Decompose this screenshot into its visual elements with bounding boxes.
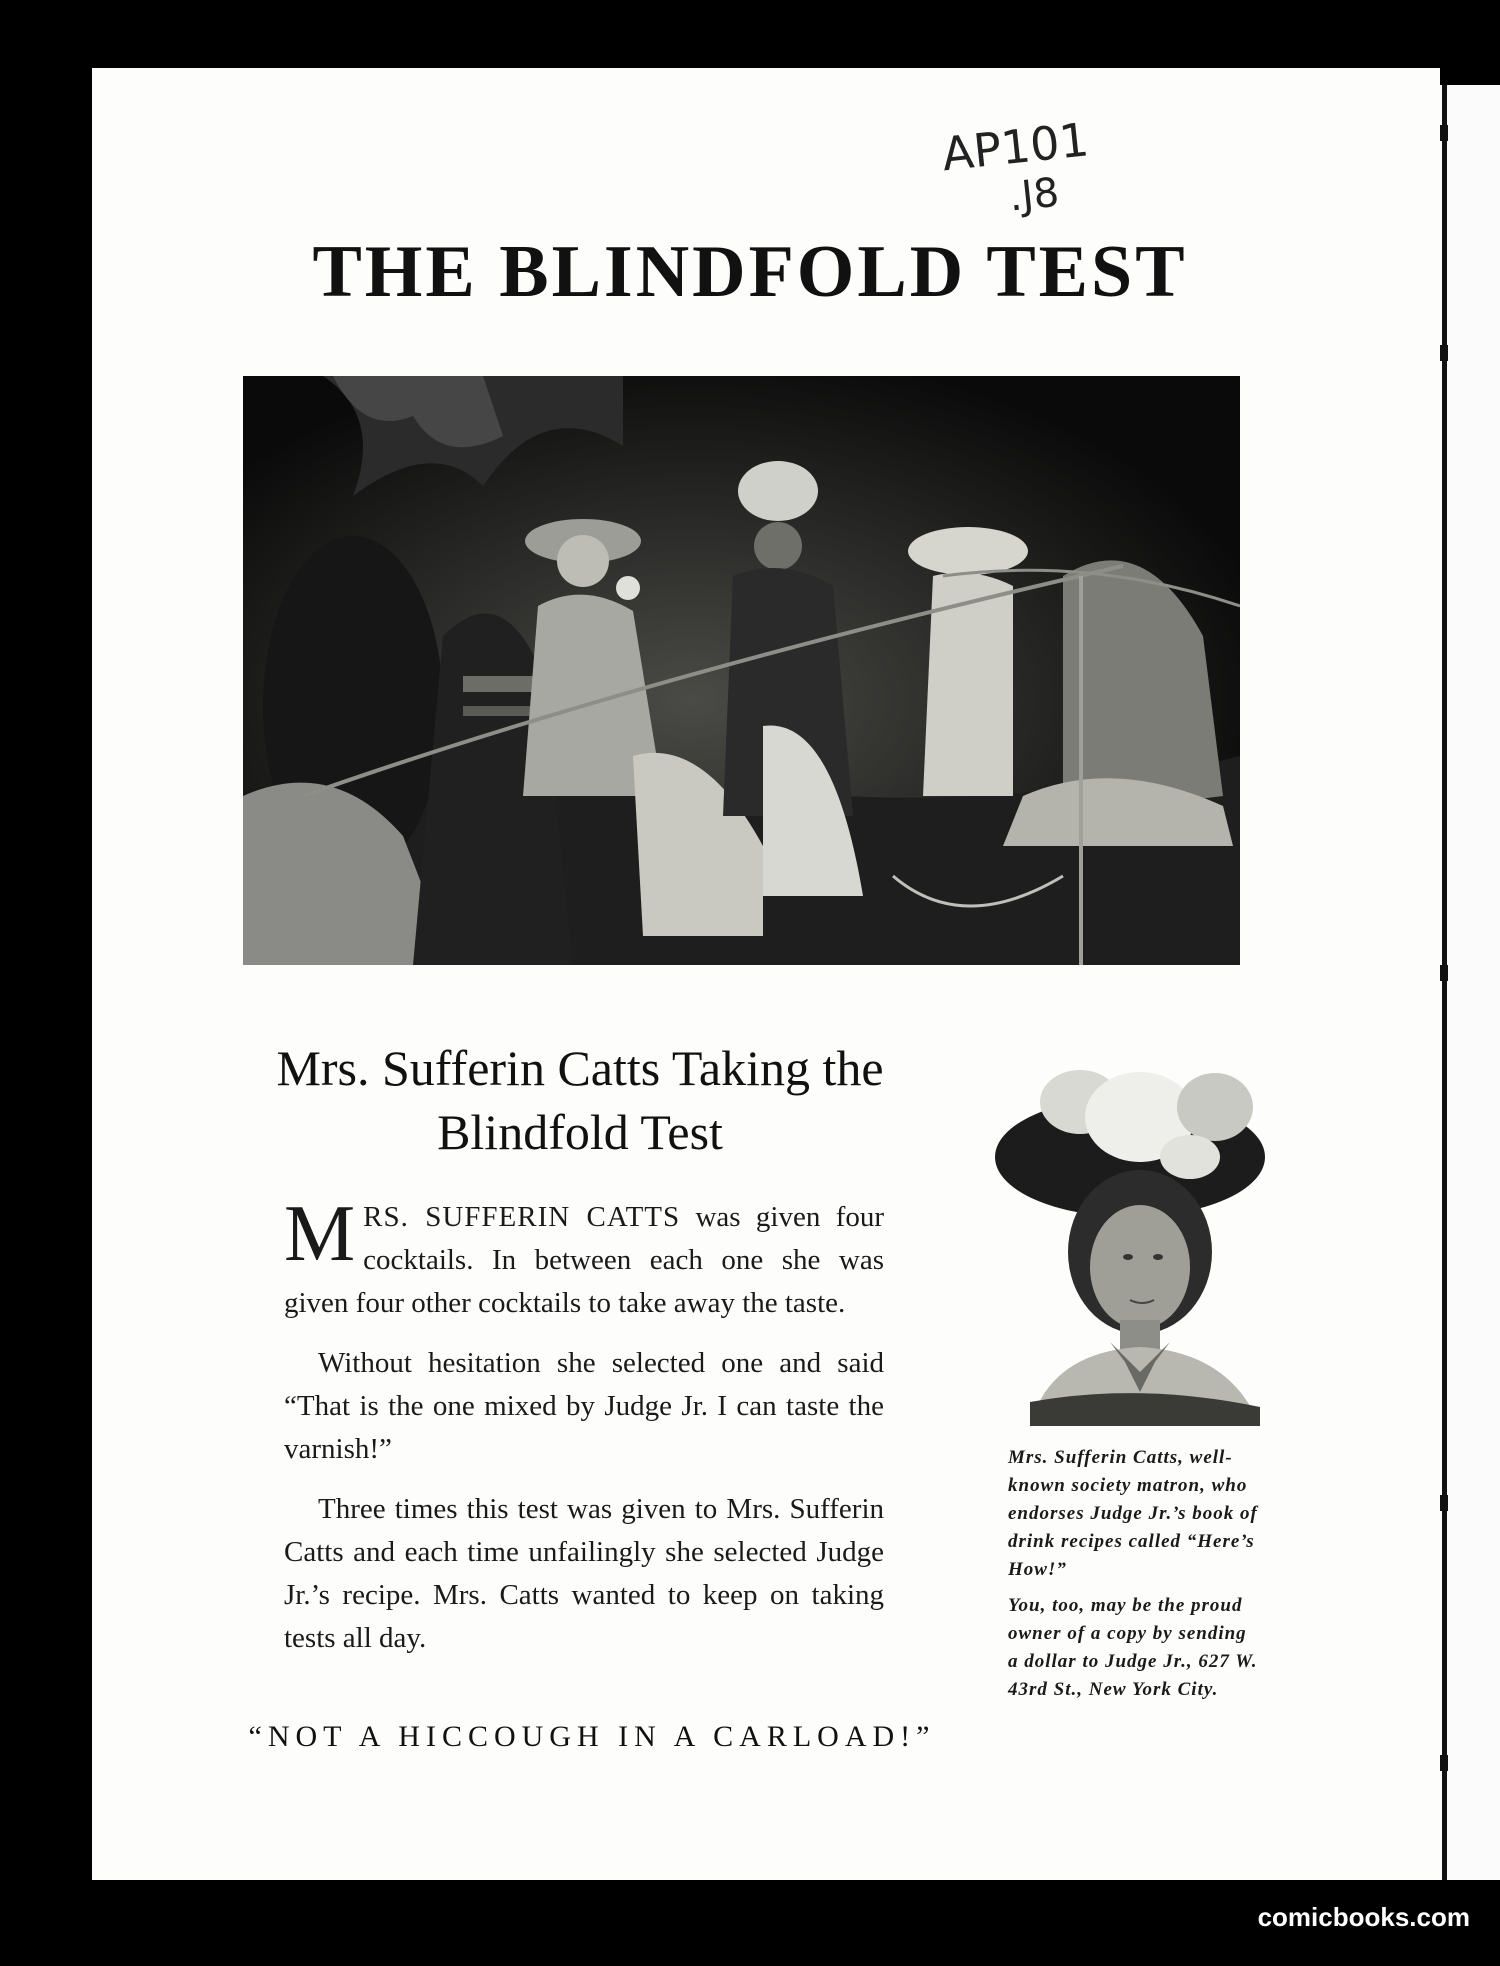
call-number-line1: AP101: [939, 112, 1092, 182]
lead-in-caps: RS. SUFFERIN CATTS: [363, 1201, 681, 1233]
call-number-line2: .J8: [1006, 169, 1062, 221]
drop-cap: M: [284, 1190, 356, 1278]
facing-page-edge: [1440, 85, 1500, 1895]
caption-offer: You, too, may be the proud owner of a copy by sending a dollar to Judge Jr., 627 W. 43rd St., New York City.: [1008, 1595, 1258, 1700]
page-title: THE BLINDFOLD TEST: [312, 231, 1188, 313]
paragraph-3: Three times this test was given to Mrs. Sufferin Catts and each time unfailingly she selected Judge Jr.’s recipe. Mrs. Catts wanted to keep on taking tests all day.: [284, 1493, 884, 1654]
paragraph-2: Without hesitation she selected one and said “That is the one mixed by Judge Jr. I can taste the varnish!”: [284, 1347, 884, 1465]
article-heading: [210, 1036, 950, 1164]
paragraph-1: [284, 1190, 885, 1325]
blindfold-test-photo: [243, 376, 1240, 965]
heading-line1: Mrs. Sufferin Catts Taking the: [276, 1040, 884, 1096]
caption-endorsement: Mrs. Sufferin Catts, well-known society matron, who endorses Judge Jr.’s book of drink recipes called “Here’s How!”: [1008, 1447, 1258, 1580]
library-call-number: [939, 112, 1092, 239]
portrait-photo: [990, 1062, 1270, 1426]
site-watermark: comicbooks.com: [1257, 1902, 1470, 1932]
article-body: [284, 1190, 885, 1677]
slogan: “NOT A HICCOUGH IN A CARLOAD!”: [248, 1720, 936, 1753]
heading-line2: Blindfold Test: [437, 1104, 723, 1160]
portrait-caption: [1008, 1444, 1258, 1712]
paragraph-1-text: was given four cocktails. In between each one she was given four other cocktails to take away the taste.: [284, 1201, 885, 1319]
